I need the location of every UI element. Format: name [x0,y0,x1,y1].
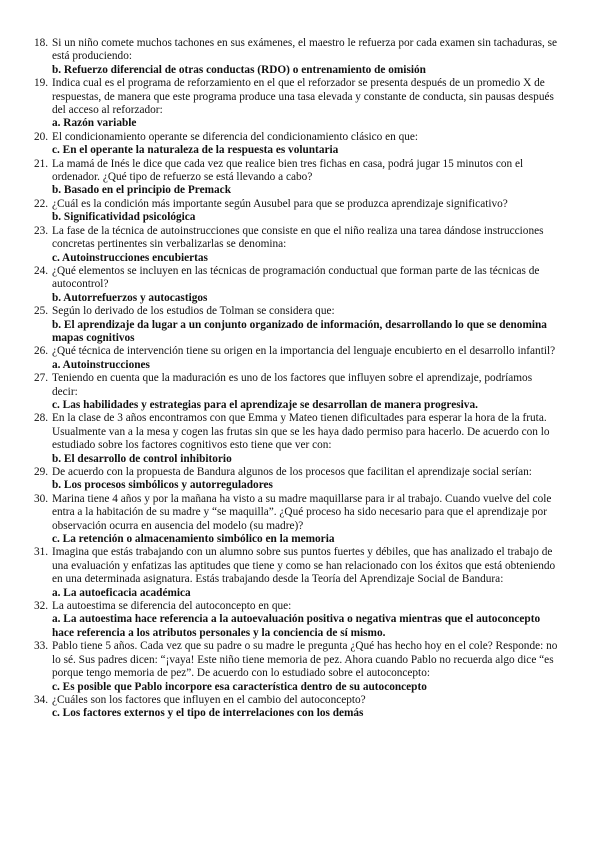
question-item-22 [0,198,599,225]
question-text: Marina tiene 4 años y por la mañana ha visto a su madre maquillarse para ir al trabajo. Cuando vuelve del cole entra a la habitación de su madre y “se maquilla”. ¿Qué proceso ha sido necesario para que el aprendizaje por observación ocurra en ausencia del modelo (su madre)? [52,492,552,532]
question-text: Según lo derivado de los estudios de Tolman se considera que: [52,305,335,318]
question-item-33 [0,640,599,694]
answer-text: b. Autorrefuerzos y autocastigos [52,291,208,304]
answer-text: a. Autoinstrucciones [52,358,150,371]
question-text: Teniendo en cuenta que la maduración es uno de los factores que influyen sobre el aprendizaje, podríamos decir: [52,372,533,398]
question-number: 28. [34,412,49,425]
question-item-30 [0,493,599,547]
question-item-27 [0,372,599,412]
question-text: La mamá de Inés le dice que cada vez que realice bien tres fichas en casa, podrá jugar 15 minutos con el ordenador. ¿Qué tipo de refuerzo se está llevando a cabo? [52,157,524,184]
answer-text: c. Autoinstrucciones encubiertas [52,251,208,264]
answer-text: c. Las habilidades y estrategias para el aprendizaje se desarrollan de manera progresiva. [52,398,478,411]
question-number: 18. [34,37,49,49]
question-text: El condicionamiento operante se diferencia del condicionamiento clásico en que: [52,130,419,143]
question-number: 31. [34,546,49,559]
answer-text: a. La autoestima hace referencia a la autoevaluación positiva o negativa mientras que el autoconcepto hace referencia a los atributos personales y la conciencia de sí mismo. [52,613,541,639]
question-number: 30. [34,492,49,505]
question-item-21 [0,158,599,198]
answer-text: c. Los factores externos y el tipo de interrelaciones con los demás [52,707,364,720]
question-number: 25. [34,305,49,318]
question-text: Indica cual es el programa de reforzamiento en el que el reforzador se presenta después de un promedio X de respuestas, de manera que este programa produce una tasa elevada y constante de conducta, sin pausas después del acceso al reforzador: [52,77,554,117]
answer-text: b. Refuerzo diferencial de otras conductas (RDO) o entrenamiento de omisión [52,63,426,76]
question-text: ¿Cuál es la condición más importante según Ausubel para que se produzca aprendizaje significativo? [52,197,508,210]
question-item-25 [0,305,599,345]
answer-text: b. Basado en el principio de Premack [52,184,231,197]
answer-text: c. Es posible que Pablo incorpore esa característica dentro de su autoconcepto [52,680,427,693]
answer-text: c. La retención o almacenamiento simbólico en la memoria [52,533,335,546]
question-number: 32. [34,600,49,613]
question-text: Pablo tiene 5 años. Cada vez que su padre o su madre le pregunta ¿Qué has hecho hoy en el cole? Responde: no lo sé. Sus padres dicen: “¡vaya! Este niño tiene memoria de pez. Ahora cuando Pablo no recuerda algo dice “es porque tengo memoria de pez”. De acuerdo con lo estudiado sobre el autoconcepto: [52,640,558,680]
question-number: 33. [34,640,49,653]
question-number: 21. [34,157,49,170]
question-text: La autoestima se diferencia del autoconcepto en que: [52,600,292,613]
question-item-34 [0,694,599,721]
question-text: De acuerdo con la propuesta de Bandura algunos de los procesos que facilitan el aprendizaje social serían: [52,466,532,478]
question-item-32 [0,600,599,640]
question-number: 19. [34,77,49,90]
question-number: 27. [34,372,49,385]
question-number: 26. [34,345,49,358]
question-item-18 [0,37,599,77]
question-number: 24. [34,264,49,277]
question-text: Imagina que estás trabajando con un alumno sobre sus puntos fuertes y débiles, que has analizado el trabajo de una evaluación y enfatizas las aptitudes que tiene y como se han relacionado con los éxitos que está obteniendo en una determinada asignatura. Estás trabajando desde la Teoría del Aprendizaje Social de Bandura: [52,546,556,586]
question-text: En la clase de 3 años encontramos con que Emma y Mateo tienen dificultades para esperar la hora de la fruta. Usualmente van a la mesa y cogen las frutas sin que se les haya dado permiso para hacerlo. De acuerdo con lo estudiado sobre los factores cognitivos esto tiene que ver con: [52,412,550,452]
question-item-29 [0,466,599,493]
question-text: Si un niño comete muchos tachones en sus exámenes, el maestro le refuerza por cada examen sin tachaduras, se está produciendo: [52,37,558,63]
question-number: 29. [34,466,49,478]
question-number: 20. [34,130,49,143]
question-number: 22. [34,197,49,210]
answer-text: c. En el operante la naturaleza de la respuesta es voluntaria [52,144,339,157]
answer-text: b. El aprendizaje da lugar a un conjunto organizado de información, desarrollando lo que se denomina mapas cognitivos [52,318,547,344]
question-text: ¿Qué elementos se incluyen en las técnicas de programación conductual que forman parte de las técnicas de autocontrol? [52,264,540,291]
question-number: 34. [34,693,49,706]
question-item-24 [0,265,599,305]
question-item-19 [0,77,599,131]
question-text: ¿Cuáles son los factores que influyen en el cambio del autoconcepto? [52,693,366,706]
question-item-31 [0,546,599,600]
question-text: La fase de la técnica de autoinstrucciones que consiste en que el niño realiza una tarea dándose instrucciones concretas pertinentes sin verbalizarlas se denomina: [52,224,544,251]
answer-text: b. Significatividad psicológica [52,211,196,224]
question-text: ¿Qué técnica de intervención tiene su origen en la importancia del lenguaje encubierto en el desarrollo infantil? [52,345,556,358]
question-item-20 [0,131,599,158]
question-item-23 [0,225,599,265]
question-list [0,37,599,721]
question-item-26 [0,345,599,372]
answer-text: b. Los procesos simbólicos y autorreguladores [52,479,273,492]
question-item-28 [0,412,599,466]
question-number: 23. [34,224,49,237]
answer-text: a. Razón variable [52,117,137,130]
answer-text: a. La autoeficacia académica [52,586,191,599]
answer-text: b. El desarrollo de control inhibitorio [52,452,232,465]
